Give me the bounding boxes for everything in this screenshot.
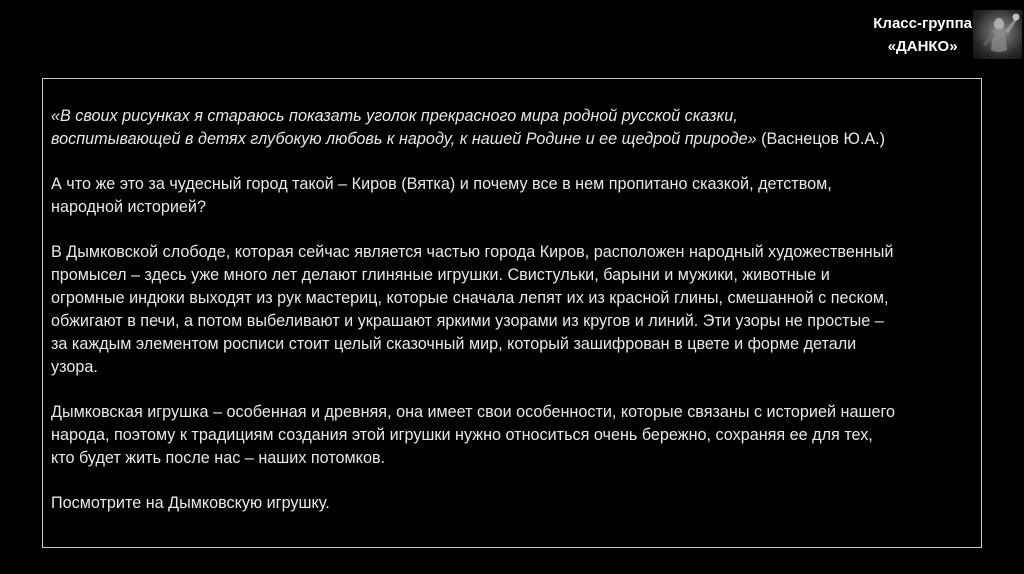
brand-line-2: «ДАНКО» [887, 38, 958, 55]
text-line: кто будет жить после нас – наших потомков. [51, 449, 386, 467]
brand-line-1: Класс-группа [873, 15, 972, 32]
paragraph-look [51, 492, 976, 515]
slide-content [51, 105, 976, 537]
quote-author: (Васнецов Ю.А.) [756, 130, 886, 148]
text-line: огромные индюки выходят из рук мастериц, которые сначала лепят их из красной глины, смешанной с песком, [51, 289, 889, 307]
brand-title [873, 12, 972, 58]
text-line: Посмотрите на Дымковскую игрушку. [51, 494, 330, 512]
text-line: Дымковская игрушка – особенная и древняя, она имеет свои особенности, которые связаны с историей нашего [51, 403, 896, 421]
text-line: В Дымковской слободе, которая сейчас является частью города Киров, расположен народный художественный [51, 243, 894, 261]
paragraph-dymkovo-craft [51, 241, 976, 379]
text-line: за каждым элементом росписи стоит целый сказочный мир, который зашифрован в цвете и форме детали [51, 335, 857, 353]
text-line: промысел – здесь уже много лет делают глиняные игрушки. Свистульки, барыни и мужики, животные и [51, 266, 830, 284]
quote-line-1: «В своих рисунках я стараюсь показать уголок прекрасного мира родной русской сказки, [51, 107, 738, 125]
quote-line-2: воспитывающей в детях глубокую любовь к народу, к нашей Родине и ее щедрой природе» [51, 130, 757, 148]
paragraph-dymkovo-toy [51, 401, 976, 470]
text-line: А что же это за чудесный город такой – Киров (Вятка) и почему все в нем пропитано сказкой, детством, [51, 175, 832, 193]
vasnetsov-quote [51, 105, 976, 151]
text-line: узора. [51, 358, 98, 376]
danko-figure-image [973, 10, 1022, 59]
text-line: народа, поэтому к традициям создания этой игрушки нужно относиться очень бережно, сохраняя ее для тех, [51, 426, 873, 444]
text-line: народной историей? [51, 198, 206, 216]
paragraph-kirov [51, 173, 976, 219]
text-line: обжигают в печи, а потом выбеливают и украшают яркими узорами из кругов и линий. Эти узоры не простые – [51, 312, 884, 330]
